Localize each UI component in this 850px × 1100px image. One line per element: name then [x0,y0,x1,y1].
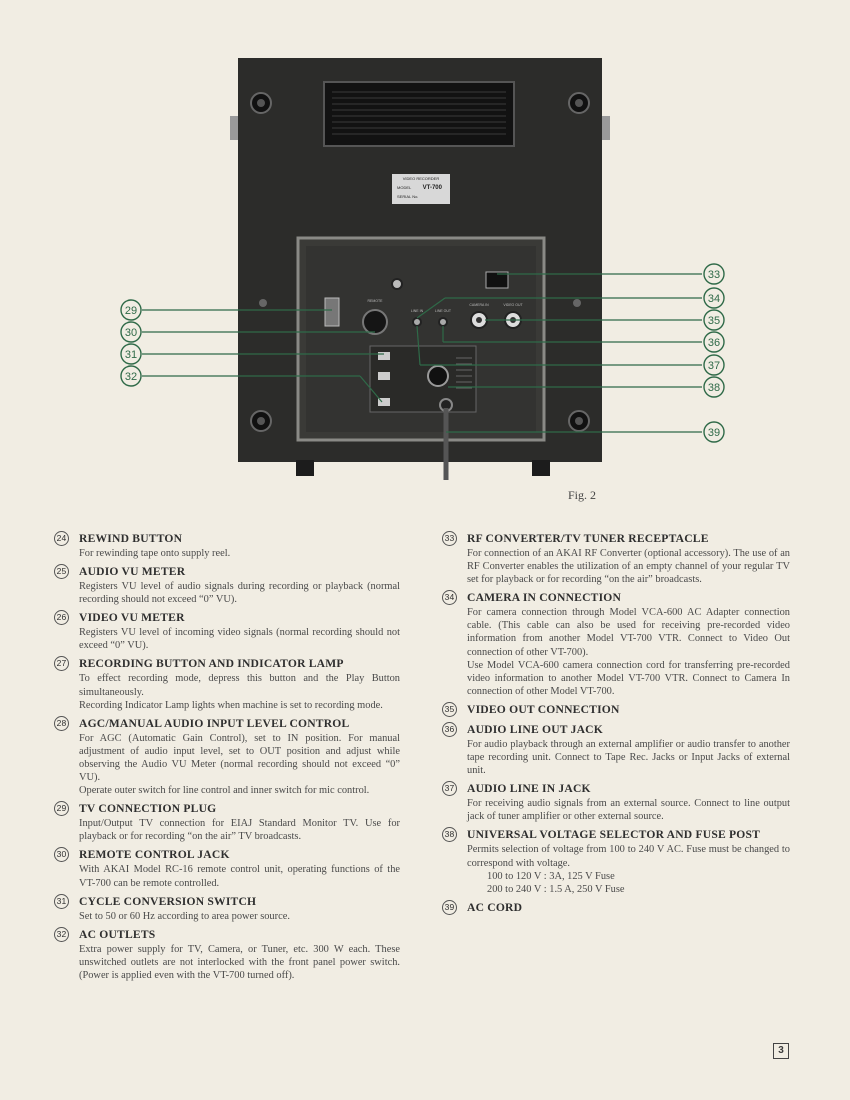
right-description-column [442,532,790,921]
item-description [54,547,400,560]
tv-connection-plug [325,298,339,326]
item-number-badge: 31 [54,894,69,909]
description-paragraph: For receiving audio signals from an external source. Connect to line output jack of tuner amplifier or other external source. [467,798,790,823]
description-paragraph: Registers VU level of incoming video signals (normal recording should not exceed “0” VU). [79,627,400,652]
voltage-selector [428,366,448,386]
callout-29-label: 29 [124,305,138,317]
description-paragraph: To effect recording mode, depress this button and the Play Button simultaneously. [79,673,400,698]
item-number-badge: 38 [442,827,457,842]
left-description-column [54,532,400,987]
item-title: AC OUTLETS [79,927,156,941]
plate-serial: SERIAL No. [397,194,419,199]
item-26 [54,611,400,652]
item-description [54,672,400,711]
remote-control-jack [363,310,387,334]
item-heading [54,657,400,672]
item-number-badge: 28 [54,716,69,731]
screw [259,299,267,307]
description-paragraph: Extra power supply for TV, Camera, or Tuner, etc. 300 W each. These unswitched outlets are not interlocked with the front panel power switch. (Power is applied even with the VT-700 turned off). [79,943,400,981]
item-heading [54,717,400,732]
item-37 [442,782,790,823]
item-description [442,547,790,586]
item-number-badge: 39 [442,900,457,915]
item-description [54,626,400,652]
item-heading [54,565,400,580]
item-number-badge: 26 [54,610,69,625]
item-38 [442,828,790,895]
item-heading [442,723,790,738]
item-title: RF CONVERTER/TV TUNER RECEPTACLE [467,532,709,545]
item-title: UNIVERSAL VOLTAGE SELECTOR AND FUSE POST [467,828,761,842]
description-paragraph: For audio playback through an external amplifier or audio transfer to another tape recording unit. Connect to Tape Rec. Jacks or Input Jacks of external unit. [467,738,790,777]
figure-caption: Fig. 2 [568,488,597,502]
item-heading [442,703,790,718]
item-33 [442,532,790,586]
item-heading [442,782,790,797]
plate-line1: VIDEO RECORDER [402,176,440,181]
item-35 [442,703,790,718]
callout-32-label: 32 [124,371,138,383]
item-description [442,797,790,823]
item-27 [54,657,400,711]
item-title: VIDEO VU METER [79,611,185,625]
voltage-spec: 100 to 120 V : 3A, 125 V Fuse [487,870,615,882]
label-video-out: VIDEO OUT [503,303,523,307]
label-camera-in: CAMERA IN [469,303,489,307]
label-line-in: LINE IN [410,309,424,313]
item-number-badge: 27 [54,656,69,671]
item-24 [54,532,400,560]
description-paragraph: For camera connection through Model VCA-600 AC Adapter connection cable. (This cable can also be used for receiving pre-recorded video information from another Model VT-700 VTR. Connect to Video Out connection of other VT-700). [467,607,790,658]
description-paragraph: Registers VU level of audio signals during recording or playback (normal recording should not exceed “0” VU). [79,581,400,606]
item-number-badge: 36 [442,722,457,737]
item-number-badge: 30 [54,847,69,862]
item-description [54,817,400,843]
label-line-out: LINE OUT [434,309,452,313]
callout-35-label: 35 [707,315,721,327]
cycle-switch [378,352,390,360]
page-number: 3 [773,1043,789,1059]
description-paragraph: With AKAI Model RC-16 remote control unit, operating functions of the VT-700 can be remote controlled. [79,864,400,889]
ac-outlet [378,372,390,380]
item-title: CAMERA IN CONNECTION [467,591,622,605]
plate-model-caption: MODEL [397,185,412,190]
audio-line-in-jack [413,318,421,326]
item-description [442,606,790,698]
item-heading [54,848,400,863]
item-title: AC CORD [467,900,523,914]
description-paragraph: Use Model VCA-600 camera connection cord for transferring pre-recorded video information to another Model VT-700 VTR. Connect to Camera In connection of other Model VT-700. [467,659,790,697]
item-title: CYCLE CONVERSION SWITCH [79,894,257,908]
item-heading [54,532,400,547]
item-description [442,843,790,895]
item-36 [442,723,790,777]
item-title: REWIND BUTTON [79,532,183,545]
callout-38-label: 38 [707,382,721,394]
item-39 [442,901,790,916]
item-number-badge: 34 [442,590,457,605]
item-title: AUDIO LINE IN JACK [467,782,591,796]
item-description [54,732,400,797]
callout-30-label: 30 [124,327,138,339]
foot-left [296,460,314,476]
item-description [54,943,400,982]
item-number-badge: 24 [54,531,69,546]
description-paragraph: For connection of an AKAI RF Converter (optional accessory). The use of an RF Converter enables the utilization of an empty channel of your regular TV set for playback or for recording “on the air” broadcasts. [467,548,790,586]
description-paragraph: Recording Indicator Lamp lights when machine is set to recording mode. [79,699,383,711]
item-title: AGC/MANUAL AUDIO INPUT LEVEL CONTROL [79,716,350,730]
item-32 [54,928,400,982]
item-heading [442,901,790,916]
callout-36-label: 36 [707,337,721,349]
description-paragraph: Input/Output TV connection for EIAJ Standard Monitor TV. Use for playback or for recording “on the air” TV broadcasts. [79,818,400,843]
callout-33-label: 33 [707,269,721,281]
item-heading [442,532,790,547]
description-paragraph: Permits selection of voltage from 100 to 240 V AC. Fuse must be changed to correspond with voltage. [467,844,790,869]
item-heading [54,895,400,910]
item-number-badge: 37 [442,781,457,796]
foot-right [532,460,550,476]
item-heading [54,611,400,626]
item-heading [54,928,400,943]
item-number-badge: 25 [54,564,69,579]
item-25 [54,565,400,606]
item-title: REMOTE CONTROL JACK [79,848,230,862]
callout-39-label: 39 [707,427,721,439]
item-number-badge: 35 [442,702,457,717]
item-29 [54,802,400,843]
item-heading [442,591,790,606]
callout-34-label: 34 [707,293,721,305]
description-paragraph: Set to 50 or 60 Hz according to area power source. [79,910,290,922]
description-paragraph: Operate outer switch for line control and inner switch for mic control. [79,785,370,797]
callout-31-label: 31 [124,349,138,361]
rear-panel-figure [120,56,740,480]
voltage-spec: 200 to 240 V : 1.5 A, 250 V Fuse [487,883,625,895]
item-30 [54,848,400,889]
item-heading [54,802,400,817]
item-34 [442,591,790,698]
item-title: VIDEO OUT CONNECTION [467,702,620,716]
item-heading [442,828,790,843]
audio-line-out-jack [439,318,447,326]
item-31 [54,895,400,923]
item-description [442,738,790,777]
item-description [54,910,400,923]
item-title: AUDIO VU METER [79,565,186,579]
description-paragraph: For AGC (Automatic Gain Control), set to IN position. For manual adjustment of audio input level, set to OUT position and adjust while observing the Audio VU Meter (normal recording should not exceed “0” VU). [79,732,400,784]
screw [573,299,581,307]
callout-37-label: 37 [707,360,721,372]
item-number-badge: 33 [442,531,457,546]
item-description [54,580,400,606]
plate-model: VT-700 [422,185,442,191]
ground-post [392,279,402,289]
item-title: TV CONNECTION PLUG [79,802,217,816]
item-title: AUDIO LINE OUT JACK [467,722,603,736]
description-paragraph: For rewinding tape onto supply reel. [79,548,231,559]
item-number-badge: 29 [54,801,69,816]
item-title: RECORDING BUTTON AND INDICATOR LAMP [79,657,344,671]
label-remote: REMOTE [367,299,383,303]
item-28 [54,717,400,797]
item-description [54,863,400,889]
item-number-badge: 32 [54,927,69,942]
